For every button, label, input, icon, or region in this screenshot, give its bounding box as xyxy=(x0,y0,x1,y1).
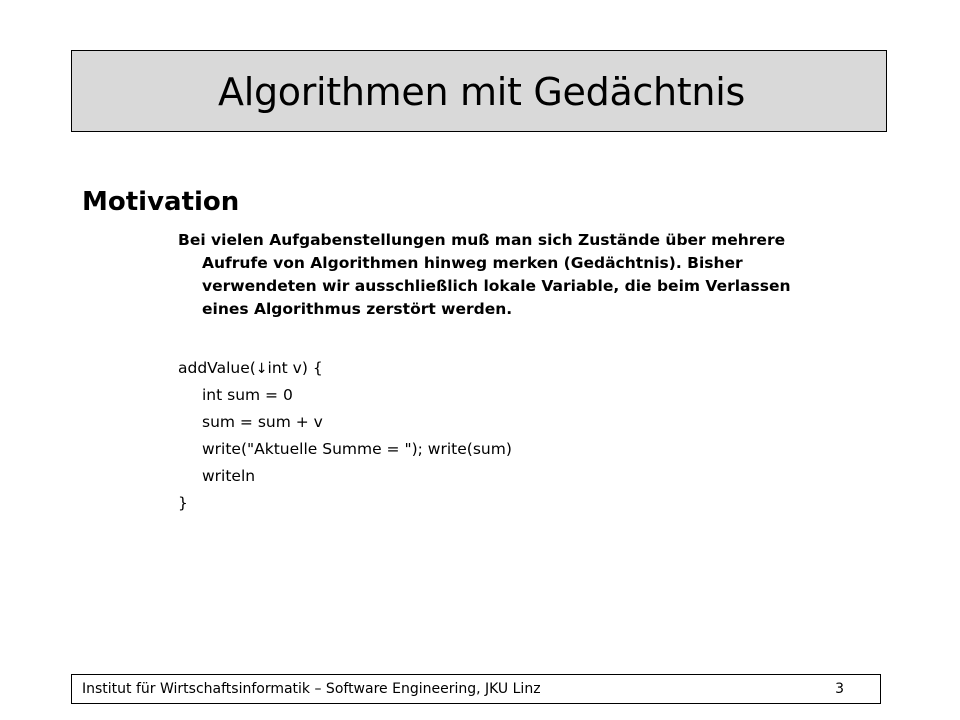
paragraph-line: verwendeten wir ausschließlich lokale Variable, die beim Verlassen xyxy=(202,277,791,295)
code-signature-prefix: addValue( xyxy=(178,359,256,377)
paragraph-line: eines Algorithmus zerstört werden. xyxy=(202,300,513,318)
code-block xyxy=(178,355,512,517)
code-signature-line xyxy=(178,355,512,382)
code-line: writeln xyxy=(202,467,256,485)
footer xyxy=(71,674,881,704)
section-heading: Motivation xyxy=(82,187,240,217)
footer-institute: Institut für Wirtschaftsinformatik – Software Engineering, JKU Linz xyxy=(82,681,541,697)
code-signature-suffix: int v) { xyxy=(267,359,323,377)
paragraph-line: Bei vielen Aufgabenstellungen muß man sich Zustände über mehrere xyxy=(178,231,786,249)
slide-title: Algorithmen mit Gedächtnis xyxy=(218,70,745,114)
code-line: sum = sum + v xyxy=(202,413,323,431)
title-box xyxy=(71,50,887,132)
code-line: write("Aktuelle Summe = "); write(sum) xyxy=(202,440,512,458)
motivation-paragraph xyxy=(178,229,858,321)
page-number: 3 xyxy=(835,681,844,697)
paragraph-line: Aufrufe von Algorithmen hinweg merken (Gedächtnis). Bisher xyxy=(202,254,743,272)
code-line: int sum = 0 xyxy=(202,386,293,404)
down-arrow-icon: ↓ xyxy=(255,361,268,377)
code-closing-brace: } xyxy=(178,494,188,512)
